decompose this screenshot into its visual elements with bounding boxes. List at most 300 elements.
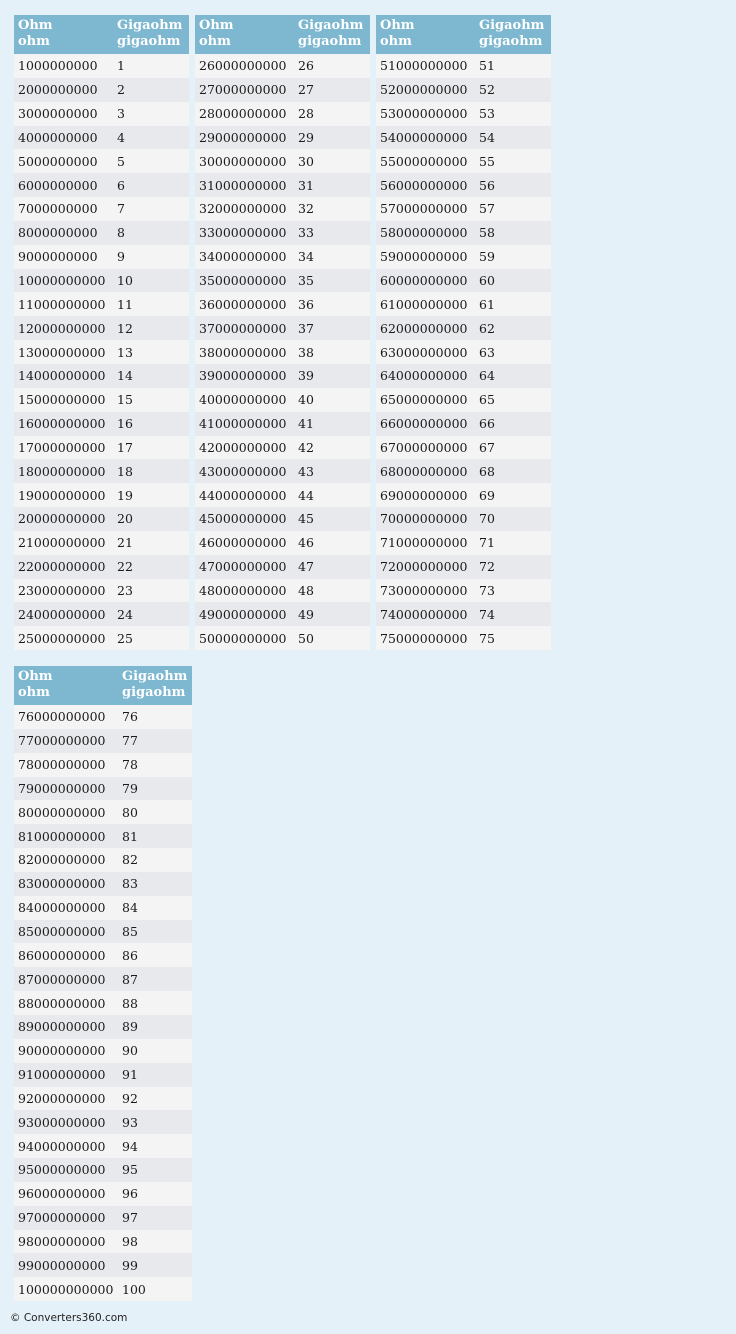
gigaohm-value-cell: 6: [113, 173, 189, 197]
ohm-value-cell: 17000000000: [14, 436, 113, 460]
table-row: [14, 729, 192, 753]
table-row: [195, 412, 370, 436]
gigaohm-value-cell: 93: [118, 1110, 192, 1134]
ohm-value-cell: 65000000000: [376, 388, 475, 412]
gigaohm-value-cell: 82: [118, 848, 192, 872]
table-row: [195, 364, 370, 388]
gigaohm-value-cell: 2: [113, 78, 189, 102]
table-row: [14, 78, 189, 102]
table-row: [14, 1182, 192, 1206]
table-row: [14, 872, 192, 896]
gigaohm-value-cell: 61: [475, 292, 551, 316]
table-row: [14, 800, 192, 824]
ohm-value-cell: 75000000000: [376, 626, 475, 650]
ohm-value-cell: 36000000000: [195, 292, 294, 316]
table-row: [14, 149, 189, 173]
ohm-value-cell: 28000000000: [195, 102, 294, 126]
gigaohm-value-cell: 80: [118, 800, 192, 824]
ohm-value-cell: 72000000000: [376, 555, 475, 579]
gigaohm-value-cell: 33: [294, 221, 370, 245]
gigaohm-value-cell: 58: [475, 221, 551, 245]
table-row: [195, 507, 370, 531]
header-sublabel: gigaohm: [122, 685, 186, 700]
gigaohm-value-cell: 48: [294, 579, 370, 603]
header-label: Gigaohm: [117, 18, 183, 33]
header-label: Ohm: [18, 669, 53, 684]
ohm-value-cell: 25000000000: [14, 626, 113, 650]
table-row: [376, 197, 551, 221]
table-row: [14, 102, 189, 126]
table-row: [376, 149, 551, 173]
table-row: [14, 1063, 192, 1087]
gigaohm-value-cell: 30: [294, 149, 370, 173]
table-row: [376, 126, 551, 150]
header-sublabel: gigaohm: [298, 34, 362, 49]
ohm-value-cell: 58000000000: [376, 221, 475, 245]
gigaohm-value-cell: 90: [118, 1039, 192, 1063]
ohm-value-cell: 43000000000: [195, 459, 294, 483]
ohm-value-cell: 24000000000: [14, 602, 113, 626]
gigaohm-value-cell: 49: [294, 602, 370, 626]
table-row: [14, 1087, 192, 1111]
ohm-value-cell: 23000000000: [14, 579, 113, 603]
ohm-value-cell: 31000000000: [195, 173, 294, 197]
gigaohm-value-cell: 66: [475, 412, 551, 436]
gigaohm-value-cell: 37: [294, 316, 370, 340]
ohm-value-cell: 14000000000: [14, 364, 113, 388]
ohm-value-cell: 94000000000: [14, 1134, 118, 1158]
table-body: [14, 705, 192, 1301]
gigaohm-value-cell: 60: [475, 269, 551, 293]
gigaohm-value-cell: 68: [475, 459, 551, 483]
ohm-value-cell: 54000000000: [376, 126, 475, 150]
gigaohm-value-cell: 50: [294, 626, 370, 650]
table-row: [195, 555, 370, 579]
gigaohm-value-cell: 97: [118, 1206, 192, 1230]
gigaohm-value-cell: 98: [118, 1230, 192, 1254]
table-row: [195, 436, 370, 460]
table-row: [195, 626, 370, 650]
ohm-value-cell: 62000000000: [376, 316, 475, 340]
ohm-value-cell: 13000000000: [14, 340, 113, 364]
table-row: [195, 149, 370, 173]
ohm-value-cell: 46000000000: [195, 531, 294, 555]
ohm-value-cell: 39000000000: [195, 364, 294, 388]
gigaohm-value-cell: 36: [294, 292, 370, 316]
table-row: [195, 197, 370, 221]
ohm-value-cell: 32000000000: [195, 197, 294, 221]
table-row: [14, 173, 189, 197]
table-row: [14, 1230, 192, 1254]
gigaohm-value-cell: 96: [118, 1182, 192, 1206]
table-row: [14, 507, 189, 531]
ohm-value-cell: 6000000000: [14, 173, 113, 197]
table-row: [14, 126, 189, 150]
ohm-value-cell: 68000000000: [376, 459, 475, 483]
ohm-value-cell: 60000000000: [376, 269, 475, 293]
ohm-value-cell: 90000000000: [14, 1039, 118, 1063]
gigaohm-value-cell: 28: [294, 102, 370, 126]
table-row: [376, 364, 551, 388]
column-header-gigaohm: [294, 15, 370, 54]
ohm-value-cell: 88000000000: [14, 991, 118, 1015]
gigaohm-value-cell: 87: [118, 967, 192, 991]
ohm-value-cell: 66000000000: [376, 412, 475, 436]
gigaohm-value-cell: 91: [118, 1063, 192, 1087]
header-sublabel: ohm: [18, 34, 50, 49]
table-row: [376, 531, 551, 555]
ohm-value-cell: 15000000000: [14, 388, 113, 412]
ohm-value-cell: 3000000000: [14, 102, 113, 126]
table-row: [14, 340, 189, 364]
table-row: [376, 54, 551, 78]
table-row: [14, 824, 192, 848]
ohm-value-cell: 53000000000: [376, 102, 475, 126]
gigaohm-value-cell: 26: [294, 54, 370, 78]
gigaohm-value-cell: 27: [294, 78, 370, 102]
gigaohm-value-cell: 83: [118, 872, 192, 896]
table-row: [14, 1110, 192, 1134]
ohm-value-cell: 48000000000: [195, 579, 294, 603]
column-header-ohm: [14, 15, 113, 54]
gigaohm-value-cell: 29: [294, 126, 370, 150]
header-sublabel: ohm: [199, 34, 231, 49]
conversion-table-1: [14, 15, 189, 650]
ohm-value-cell: 29000000000: [195, 126, 294, 150]
ohm-value-cell: 10000000000: [14, 269, 113, 293]
table-row: [14, 555, 189, 579]
gigaohm-value-cell: 25: [113, 626, 189, 650]
gigaohm-value-cell: 38: [294, 340, 370, 364]
gigaohm-value-cell: 42: [294, 436, 370, 460]
gigaohm-value-cell: 69: [475, 483, 551, 507]
conversion-table-2: [195, 15, 370, 650]
gigaohm-value-cell: 44: [294, 483, 370, 507]
table-body: [14, 54, 189, 650]
table-row: [14, 483, 189, 507]
ohm-value-cell: 44000000000: [195, 483, 294, 507]
table-row: [376, 316, 551, 340]
header-label: Gigaohm: [298, 18, 364, 33]
ohm-value-cell: 2000000000: [14, 78, 113, 102]
gigaohm-value-cell: 73: [475, 579, 551, 603]
gigaohm-value-cell: 21: [113, 531, 189, 555]
ohm-value-cell: 22000000000: [14, 555, 113, 579]
table-row: [14, 531, 189, 555]
gigaohm-value-cell: 99: [118, 1253, 192, 1277]
conversion-table-3: [376, 15, 551, 650]
gigaohm-value-cell: 23: [113, 579, 189, 603]
gigaohm-value-cell: 12: [113, 316, 189, 340]
table-row: [14, 1134, 192, 1158]
table-row: [376, 579, 551, 603]
ohm-value-cell: 93000000000: [14, 1110, 118, 1134]
header-label: Ohm: [18, 18, 53, 33]
gigaohm-value-cell: 63: [475, 340, 551, 364]
table-row: [14, 245, 189, 269]
table-row: [14, 1039, 192, 1063]
gigaohm-value-cell: 84: [118, 896, 192, 920]
gigaohm-value-cell: 100: [118, 1277, 192, 1301]
table-row: [195, 269, 370, 293]
gigaohm-value-cell: 31: [294, 173, 370, 197]
gigaohm-value-cell: 11: [113, 292, 189, 316]
ohm-value-cell: 86000000000: [14, 943, 118, 967]
gigaohm-value-cell: 4: [113, 126, 189, 150]
ohm-value-cell: 11000000000: [14, 292, 113, 316]
ohm-value-cell: 4000000000: [14, 126, 113, 150]
column-header-ohm: [376, 15, 475, 54]
table-row: [14, 626, 189, 650]
ohm-value-cell: 40000000000: [195, 388, 294, 412]
ohm-value-cell: 52000000000: [376, 78, 475, 102]
ohm-value-cell: 26000000000: [195, 54, 294, 78]
gigaohm-value-cell: 75: [475, 626, 551, 650]
ohm-value-cell: 74000000000: [376, 602, 475, 626]
ohm-value-cell: 80000000000: [14, 800, 118, 824]
header-label: Gigaohm: [479, 18, 545, 33]
table-row: [14, 269, 189, 293]
ohm-value-cell: 71000000000: [376, 531, 475, 555]
ohm-value-cell: 69000000000: [376, 483, 475, 507]
gigaohm-value-cell: 34: [294, 245, 370, 269]
gigaohm-value-cell: 24: [113, 602, 189, 626]
gigaohm-value-cell: 67: [475, 436, 551, 460]
table-row: [195, 173, 370, 197]
header-label: Ohm: [380, 18, 415, 33]
gigaohm-value-cell: 54: [475, 126, 551, 150]
table-row: [14, 943, 192, 967]
column-header-ohm: [14, 666, 118, 705]
header-sublabel: gigaohm: [117, 34, 181, 49]
gigaohm-value-cell: 5: [113, 149, 189, 173]
ohm-value-cell: 95000000000: [14, 1158, 118, 1182]
header-sublabel: ohm: [380, 34, 412, 49]
ohm-value-cell: 64000000000: [376, 364, 475, 388]
table-row: [195, 78, 370, 102]
ohm-value-cell: 97000000000: [14, 1206, 118, 1230]
table-row: [14, 412, 189, 436]
table-row: [14, 991, 192, 1015]
table-row: [195, 292, 370, 316]
gigaohm-value-cell: 1: [113, 54, 189, 78]
table-row: [195, 54, 370, 78]
gigaohm-value-cell: 18: [113, 459, 189, 483]
ohm-value-cell: 57000000000: [376, 197, 475, 221]
copyright-footer: © Converters360.com: [10, 1312, 128, 1324]
ohm-value-cell: 56000000000: [376, 173, 475, 197]
gigaohm-value-cell: 40: [294, 388, 370, 412]
ohm-value-cell: 67000000000: [376, 436, 475, 460]
table-row: [376, 459, 551, 483]
ohm-value-cell: 76000000000: [14, 705, 118, 729]
table-row: [376, 412, 551, 436]
ohm-value-cell: 81000000000: [14, 824, 118, 848]
ohm-value-cell: 73000000000: [376, 579, 475, 603]
table-row: [376, 340, 551, 364]
table-row: [195, 531, 370, 555]
ohm-value-cell: 79000000000: [14, 777, 118, 801]
table-row: [376, 626, 551, 650]
table-row: [195, 459, 370, 483]
ohm-value-cell: 41000000000: [195, 412, 294, 436]
gigaohm-value-cell: 79: [118, 777, 192, 801]
gigaohm-value-cell: 10: [113, 269, 189, 293]
table-body: [195, 54, 370, 650]
table-row: [14, 1277, 192, 1301]
ohm-value-cell: 18000000000: [14, 459, 113, 483]
ohm-value-cell: 50000000000: [195, 626, 294, 650]
table-row: [195, 102, 370, 126]
gigaohm-value-cell: 95: [118, 1158, 192, 1182]
gigaohm-value-cell: 15: [113, 388, 189, 412]
table-row: [195, 388, 370, 412]
gigaohm-value-cell: 13: [113, 340, 189, 364]
header-sublabel: ohm: [18, 685, 50, 700]
ohm-value-cell: 47000000000: [195, 555, 294, 579]
table-row: [14, 221, 189, 245]
ohm-value-cell: 55000000000: [376, 149, 475, 173]
ohm-value-cell: 92000000000: [14, 1087, 118, 1111]
ohm-value-cell: 61000000000: [376, 292, 475, 316]
gigaohm-value-cell: 76: [118, 705, 192, 729]
ohm-value-cell: 99000000000: [14, 1253, 118, 1277]
conversion-table-4: [14, 666, 192, 1301]
table-row: [376, 292, 551, 316]
gigaohm-value-cell: 65: [475, 388, 551, 412]
table-row: [376, 173, 551, 197]
ohm-value-cell: 91000000000: [14, 1063, 118, 1087]
ohm-value-cell: 51000000000: [376, 54, 475, 78]
table-row: [195, 579, 370, 603]
table-row: [376, 388, 551, 412]
table-row: [14, 705, 192, 729]
ohm-value-cell: 59000000000: [376, 245, 475, 269]
header-sublabel: gigaohm: [479, 34, 543, 49]
table-row: [14, 1158, 192, 1182]
gigaohm-value-cell: 41: [294, 412, 370, 436]
table-header-row: [14, 666, 192, 705]
table-row: [376, 507, 551, 531]
table-row: [376, 78, 551, 102]
gigaohm-value-cell: 56: [475, 173, 551, 197]
gigaohm-value-cell: 77: [118, 729, 192, 753]
ohm-value-cell: 38000000000: [195, 340, 294, 364]
table-row: [14, 967, 192, 991]
table-body: [376, 54, 551, 650]
table-row: [14, 436, 189, 460]
table-row: [14, 1206, 192, 1230]
table-row: [14, 777, 192, 801]
ohm-value-cell: 89000000000: [14, 1015, 118, 1039]
ohm-value-cell: 87000000000: [14, 967, 118, 991]
header-label: Ohm: [199, 18, 234, 33]
gigaohm-value-cell: 20: [113, 507, 189, 531]
table-row: [14, 54, 189, 78]
gigaohm-value-cell: 43: [294, 459, 370, 483]
ohm-value-cell: 16000000000: [14, 412, 113, 436]
gigaohm-value-cell: 9: [113, 245, 189, 269]
gigaohm-value-cell: 71: [475, 531, 551, 555]
table-row: [14, 753, 192, 777]
table-row: [14, 896, 192, 920]
gigaohm-value-cell: 3: [113, 102, 189, 126]
ohm-value-cell: 78000000000: [14, 753, 118, 777]
ohm-value-cell: 98000000000: [14, 1230, 118, 1254]
gigaohm-value-cell: 32: [294, 197, 370, 221]
ohm-value-cell: 83000000000: [14, 872, 118, 896]
ohm-value-cell: 30000000000: [195, 149, 294, 173]
table-row: [195, 126, 370, 150]
header-label: Gigaohm: [122, 669, 188, 684]
table-row: [195, 221, 370, 245]
ohm-value-cell: 8000000000: [14, 221, 113, 245]
ohm-value-cell: 27000000000: [195, 78, 294, 102]
ohm-value-cell: 33000000000: [195, 221, 294, 245]
ohm-value-cell: 84000000000: [14, 896, 118, 920]
table-row: [14, 920, 192, 944]
ohm-value-cell: 5000000000: [14, 149, 113, 173]
gigaohm-value-cell: 78: [118, 753, 192, 777]
gigaohm-value-cell: 59: [475, 245, 551, 269]
gigaohm-value-cell: 72: [475, 555, 551, 579]
column-header-gigaohm: [118, 666, 192, 705]
gigaohm-value-cell: 89: [118, 1015, 192, 1039]
table-row: [14, 459, 189, 483]
table-row: [14, 388, 189, 412]
gigaohm-value-cell: 53: [475, 102, 551, 126]
gigaohm-value-cell: 14: [113, 364, 189, 388]
ohm-value-cell: 96000000000: [14, 1182, 118, 1206]
gigaohm-value-cell: 7: [113, 197, 189, 221]
ohm-value-cell: 42000000000: [195, 436, 294, 460]
ohm-value-cell: 100000000000: [14, 1277, 118, 1301]
gigaohm-value-cell: 74: [475, 602, 551, 626]
column-header-ohm: [195, 15, 294, 54]
table-row: [376, 555, 551, 579]
ohm-value-cell: 1000000000: [14, 54, 113, 78]
table-header-row: [376, 15, 551, 54]
table-row: [14, 1253, 192, 1277]
gigaohm-value-cell: 51: [475, 54, 551, 78]
table-row: [376, 245, 551, 269]
gigaohm-value-cell: 45: [294, 507, 370, 531]
ohm-value-cell: 21000000000: [14, 531, 113, 555]
table-row: [14, 316, 189, 340]
gigaohm-value-cell: 94: [118, 1134, 192, 1158]
gigaohm-value-cell: 57: [475, 197, 551, 221]
table-row: [14, 602, 189, 626]
table-row: [14, 292, 189, 316]
table-row: [14, 848, 192, 872]
ohm-value-cell: 37000000000: [195, 316, 294, 340]
gigaohm-value-cell: 81: [118, 824, 192, 848]
gigaohm-value-cell: 52: [475, 78, 551, 102]
gigaohm-value-cell: 16: [113, 412, 189, 436]
ohm-value-cell: 45000000000: [195, 507, 294, 531]
column-header-gigaohm: [475, 15, 551, 54]
gigaohm-value-cell: 64: [475, 364, 551, 388]
table-row: [376, 602, 551, 626]
table-row: [376, 269, 551, 293]
ohm-value-cell: 85000000000: [14, 920, 118, 944]
gigaohm-value-cell: 62: [475, 316, 551, 340]
table-row: [195, 483, 370, 507]
table-row: [14, 1015, 192, 1039]
table-row: [195, 245, 370, 269]
ohm-value-cell: 20000000000: [14, 507, 113, 531]
ohm-value-cell: 63000000000: [376, 340, 475, 364]
